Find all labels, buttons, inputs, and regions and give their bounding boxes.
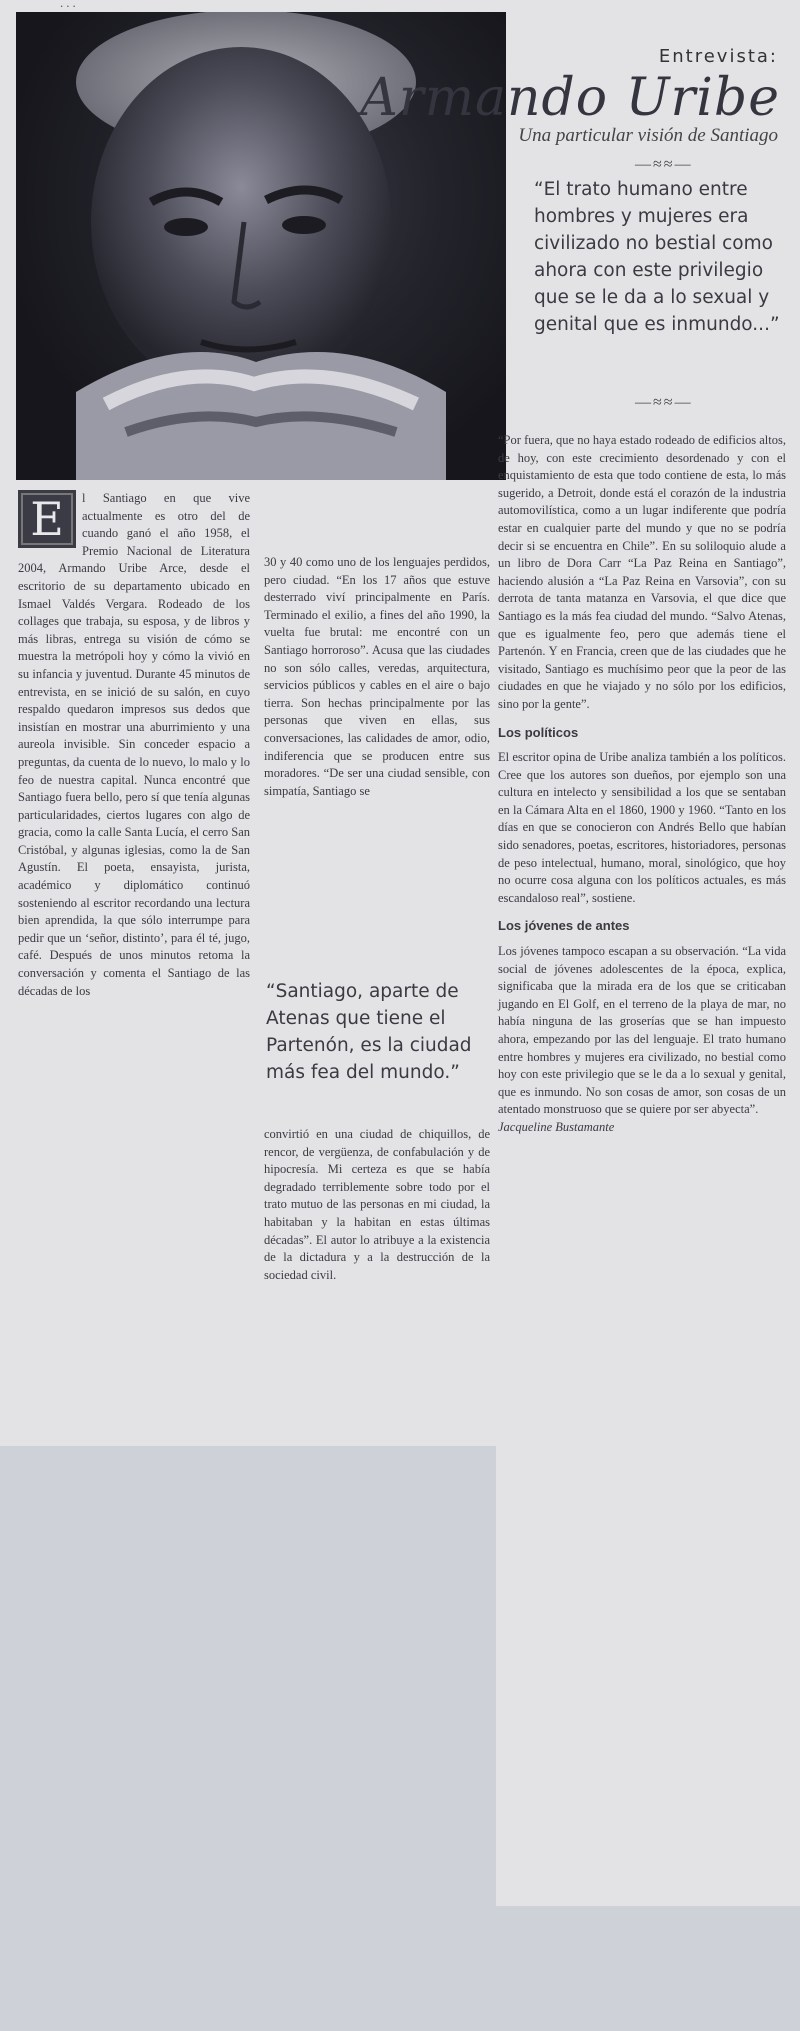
article-column-2b: convirtió en una ciudad de chiquillos, de rencor, de vergüenza, de confabulación y de hipocresía. Mi certeza es que se había degradado terriblemente sobre todo por el trato mutuo de las personas en mi ciudad, la habitaban y la habitan en estas últimas décadas”. El autor lo atribuye a la existencia de la dictadura y a la destrucción de la sociedad civil. [264, 1127, 490, 1282]
column-3-jovenes-text: Los jóvenes tampoco escapan a su observación. “La vida social de jóvenes adolescentes de la época, explica, significaba que la mirada era de los que se criticaban jugando en El Golf, en el terreno de la playa de mar, no había ninguna de las groserías que se han impuesto ahora, empezando por las del lenguaje. El trato humano entre hombres y mujeres era civilizado, no bestial como hoy con este privilegio que se le da a lo sexual y genital, que es inmundo. No son cosas de amor, son cosas de un atentado monstruoso que se quiere por ser abyecta”. [498, 944, 786, 1117]
pull-quote-top: “El trato humano entre hombres y mujeres era civilizado no bestial como ahora con este privilegio que se le da a lo sexual y genital que es inmundo...” [534, 179, 780, 335]
scan-background [0, 1446, 496, 2031]
ornament-bottom: —≈≈— [635, 394, 693, 411]
scan-background-bottom [496, 1906, 800, 2031]
ornament-top: —≈≈— [635, 156, 693, 173]
newspaper-clipping-tail [496, 1446, 800, 1906]
column-1-text: l Santiago en que vive actualmente es otro del de cuando ganó el año 1958, el Premio Nacional de Literatura 2004, Armando Uribe Arce, desde el escritorio de su departamento ubicado en Ismael Valdés Vergara. Rodeado de los collages que trabaja, su esposa, y de libros y más libras, entrega su visión de cómo se muestra la metrópoli hoy y cómo la vivió en su infancia y juventud. Durante 45 minutos de entrevista, en se inició de su salón, en cuyo respaldo quedaron impresos sus dedos que insistían en mostrar una aburrimiento y una aureola invisible. Sin conceder espacio a preguntas, da cuenta de lo nuevo, lo malo y lo feo de nuestra capital. Nunca encontré que Santiago fuera bello, pero sí que tenía algunas particularidades, ciertos lugares con algo de gracia, como la calle Santa Lucía, el cerro San Cristóbal, y algunas iglesias, como la de San Agustín. El poeta, ensayista, jurista, académico y diplomático continuó sosteniendo al escritor recordando una lectura bien aprendida, la que sólo interrumpe para pedir que un ‘señor, distinto’, para él té, jugo, café. Después de unos minutos retoma la conversación y comenta el Santiago de las décadas de los [18, 491, 250, 998]
drop-cap: E [18, 490, 76, 548]
section-label: Entrevista: [658, 46, 778, 67]
article-title: Armando Uribe [360, 68, 780, 128]
article-column-2a: 30 y 40 como uno de los lenguajes perdidos, pero ciudad. “En los 17 años que estuve desterrado viví principalmente en París. Terminado el exilio, a fines del año 1990, la vuelta fue brutal: me encontré con un Santiago horroroso”. Acusa que las ciudades no son sólo calles, veredas, arquitectura, servicios públicos y cables en el aire o bajo tierra. Son hechas principalmente por las personas que viven en ellas, sus conversaciones, las calidades de amor, odio, indiferencia que se producen entre sus moradores. “De ser una ciudad sensible, con simpatía, Santiago se [264, 555, 490, 798]
subhead-jovenes: Los jóvenes de antes [498, 918, 630, 934]
article-subtitle: Una particular visión de Santiago [518, 125, 778, 146]
author-signature: Jacqueline Bustamante [498, 1119, 615, 1134]
column-3-text: “Por fuera, que no haya estado rodeado de edificios altos, de hoy, con este crecimiento desordenado y con el enquistamiento de esta que todo contiene de esta, lo más sugerido, a Detroit, donde está el corazón de la industria automovilística, como a un lugar indiferente que podría estar en cualquier parte del mundo y que no se podría decir si se encuentra en Chile”. En su soliloquio alude a un libro de Dora Carr “La Paz Reina en Santiago”, haciendo alusión a “La Paz Reina en Varsovia”, con su derrota de tanta matanza en Varsovia, el que dice que Santiago es la más fea ciudad del mundo. “Salvo Atenas, que es igualmente feo, pero que además tiene el Partenón. Y en Francia, creen que de las ciudades que he visitado, Santiago es muchísimo peor que la peor de las ciudades en que he viajado y no sólo por los edificios, sino por la gente”. [498, 433, 786, 711]
column-3-politicos-text: El escritor opina de Uribe analiza también a los políticos. Cree que los autores son dueños, por ejemplo son una cultura en intelecto y sensibilidad a los que se sentaban en la Cámara Alta en el 1860, 1900 y 1960. “Tanto en los días en que se conocieron con Andrés Bello que habían sido senadores, poetas, escritores, historiadores, personas de peso intelectual, humano, moral, sinológico, que hoy no ocurre cosa alguna con los políticos actuales, es más escandaloso real”, sostiene. [498, 750, 786, 905]
article-column-1 [18, 490, 250, 1000]
article-column-3 [498, 432, 786, 1137]
cropped-headline-fragment: ... [60, 0, 79, 10]
subhead-politicos: Los políticos [498, 724, 579, 740]
pull-quote-middle: “Santiago, aparte de Atenas que tiene el Partenón, es la ciudad más fea del mundo.” [266, 981, 472, 1083]
